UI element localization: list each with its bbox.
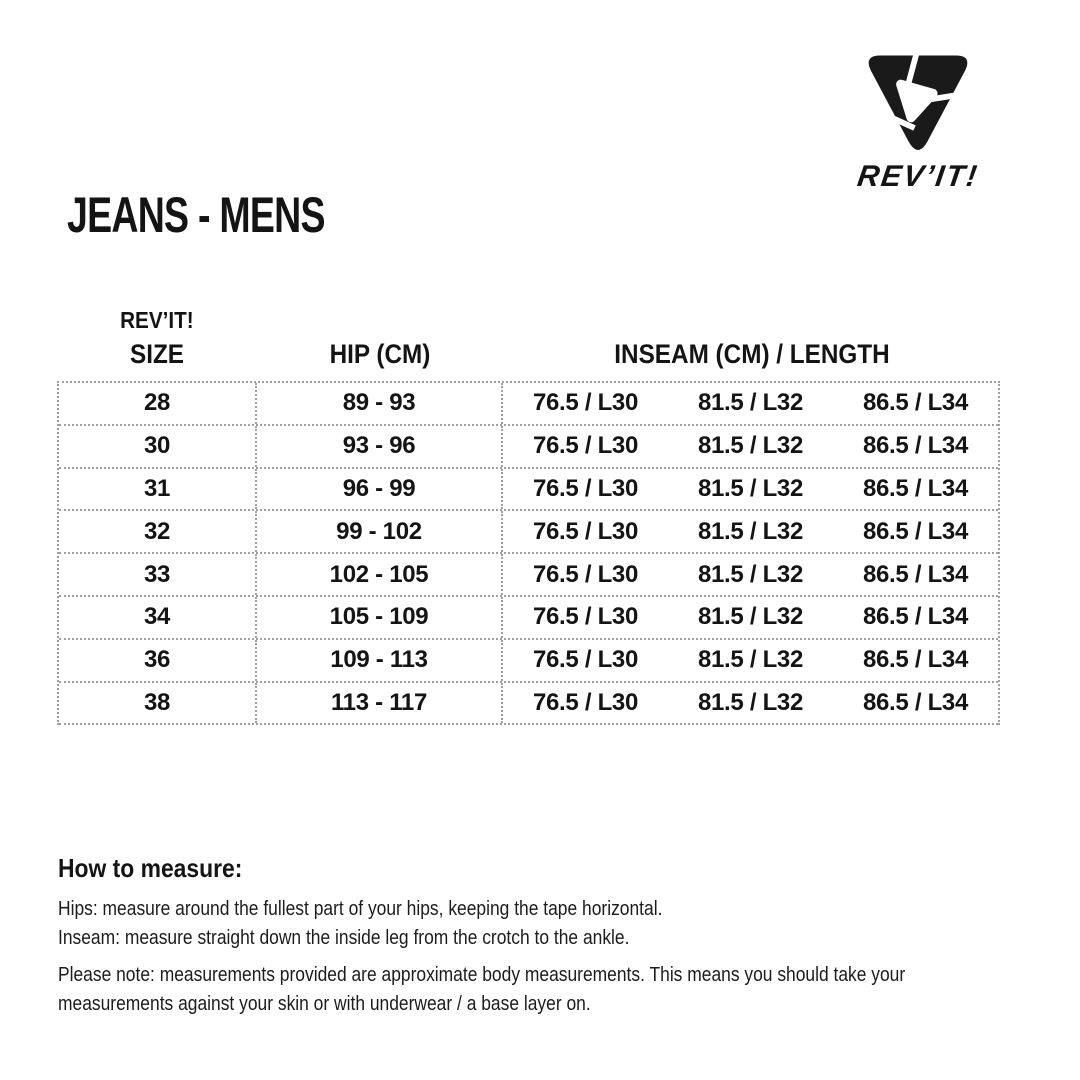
inseam-cell: [503, 469, 998, 510]
page-title: JEANS - MENS: [67, 187, 325, 243]
inseam-cell: [503, 383, 998, 424]
inseam-cell: [503, 597, 998, 638]
revit-wordmark: REV’IT!: [855, 160, 981, 193]
how-to-measure-heading: How to measure:: [58, 853, 243, 883]
revit-logo: [838, 52, 998, 194]
table-header-inseam: INSEAM (CM) / LENGTH: [613, 339, 890, 369]
hip-cell: 105 - 109: [257, 597, 503, 638]
table-row: [59, 383, 998, 426]
table-row: [59, 469, 998, 512]
table-row: [59, 683, 998, 726]
inseam-l32: 81.5 / L32: [697, 688, 804, 716]
inseam-cell: [503, 426, 998, 467]
size-cell: 28: [59, 383, 257, 424]
hip-cell: 93 - 96: [257, 426, 503, 467]
inseam-l30: 76.5 / L30: [532, 432, 639, 460]
inseam-l30: 76.5 / L30: [532, 688, 639, 716]
inseam-l30: 76.5 / L30: [532, 474, 639, 502]
table-row: [59, 597, 998, 640]
size-cell: 31: [59, 469, 257, 510]
inseam-l32: 81.5 / L32: [697, 389, 804, 417]
table-header-brand: REV’IT!: [120, 307, 194, 333]
inseam-cell: [503, 554, 998, 595]
inseam-l32: 81.5 / L32: [697, 646, 804, 674]
table-header-size: SIZE: [129, 339, 184, 369]
hip-cell: 109 - 113: [257, 640, 503, 681]
inseam-l34: 86.5 / L34: [862, 688, 969, 716]
inseam-cell: [503, 640, 998, 681]
hip-cell: 113 - 117: [257, 683, 503, 724]
inseam-instruction: Inseam: measure straight down the inside leg from the crotch to the ankle.: [58, 926, 630, 949]
table-header-hip: HIP (CM): [329, 339, 431, 369]
measure-instructions: [58, 894, 769, 952]
inseam-l32: 81.5 / L32: [697, 474, 804, 502]
size-cell: 32: [59, 511, 257, 552]
inseam-l32: 81.5 / L32: [697, 603, 804, 631]
hip-cell: 102 - 105: [257, 554, 503, 595]
inseam-l34: 86.5 / L34: [862, 474, 969, 502]
inseam-l30: 76.5 / L30: [532, 603, 639, 631]
table-row: [59, 640, 998, 683]
inseam-cell: [503, 683, 998, 724]
size-cell: 34: [59, 597, 257, 638]
table-row: [59, 426, 998, 469]
revit-emblem-icon: [859, 52, 977, 158]
size-cell: 30: [59, 426, 257, 467]
hip-cell: 89 - 93: [257, 383, 503, 424]
size-cell: 38: [59, 683, 257, 724]
inseam-l34: 86.5 / L34: [862, 389, 969, 417]
inseam-cell: [503, 511, 998, 552]
inseam-l34: 86.5 / L34: [862, 432, 969, 460]
inseam-l34: 86.5 / L34: [862, 603, 969, 631]
inseam-l30: 76.5 / L30: [532, 646, 639, 674]
inseam-l34: 86.5 / L34: [862, 646, 969, 674]
inseam-l32: 81.5 / L32: [697, 560, 804, 588]
size-cell: 33: [59, 554, 257, 595]
note-line: measurements against your skin or with underwear / a base layer on.: [58, 992, 591, 1015]
hips-instruction: Hips: measure around the fullest part of your hips, keeping the tape horizontal.: [58, 897, 663, 920]
note-line: Please note: measurements provided are approximate body measurements. This means you should take your: [58, 963, 906, 986]
hip-cell: 96 - 99: [257, 469, 503, 510]
table-row: [59, 554, 998, 597]
hip-cell: 99 - 102: [257, 511, 503, 552]
inseam-l30: 76.5 / L30: [532, 517, 639, 545]
inseam-l34: 86.5 / L34: [862, 517, 969, 545]
inseam-l32: 81.5 / L32: [697, 517, 804, 545]
inseam-l30: 76.5 / L30: [532, 560, 639, 588]
inseam-l32: 81.5 / L32: [697, 432, 804, 460]
note-paragraph: [58, 960, 1055, 1018]
inseam-l34: 86.5 / L34: [862, 560, 969, 588]
inseam-l30: 76.5 / L30: [532, 389, 639, 417]
size-table: [57, 381, 1000, 725]
table-row: [59, 511, 998, 554]
size-cell: 36: [59, 640, 257, 681]
